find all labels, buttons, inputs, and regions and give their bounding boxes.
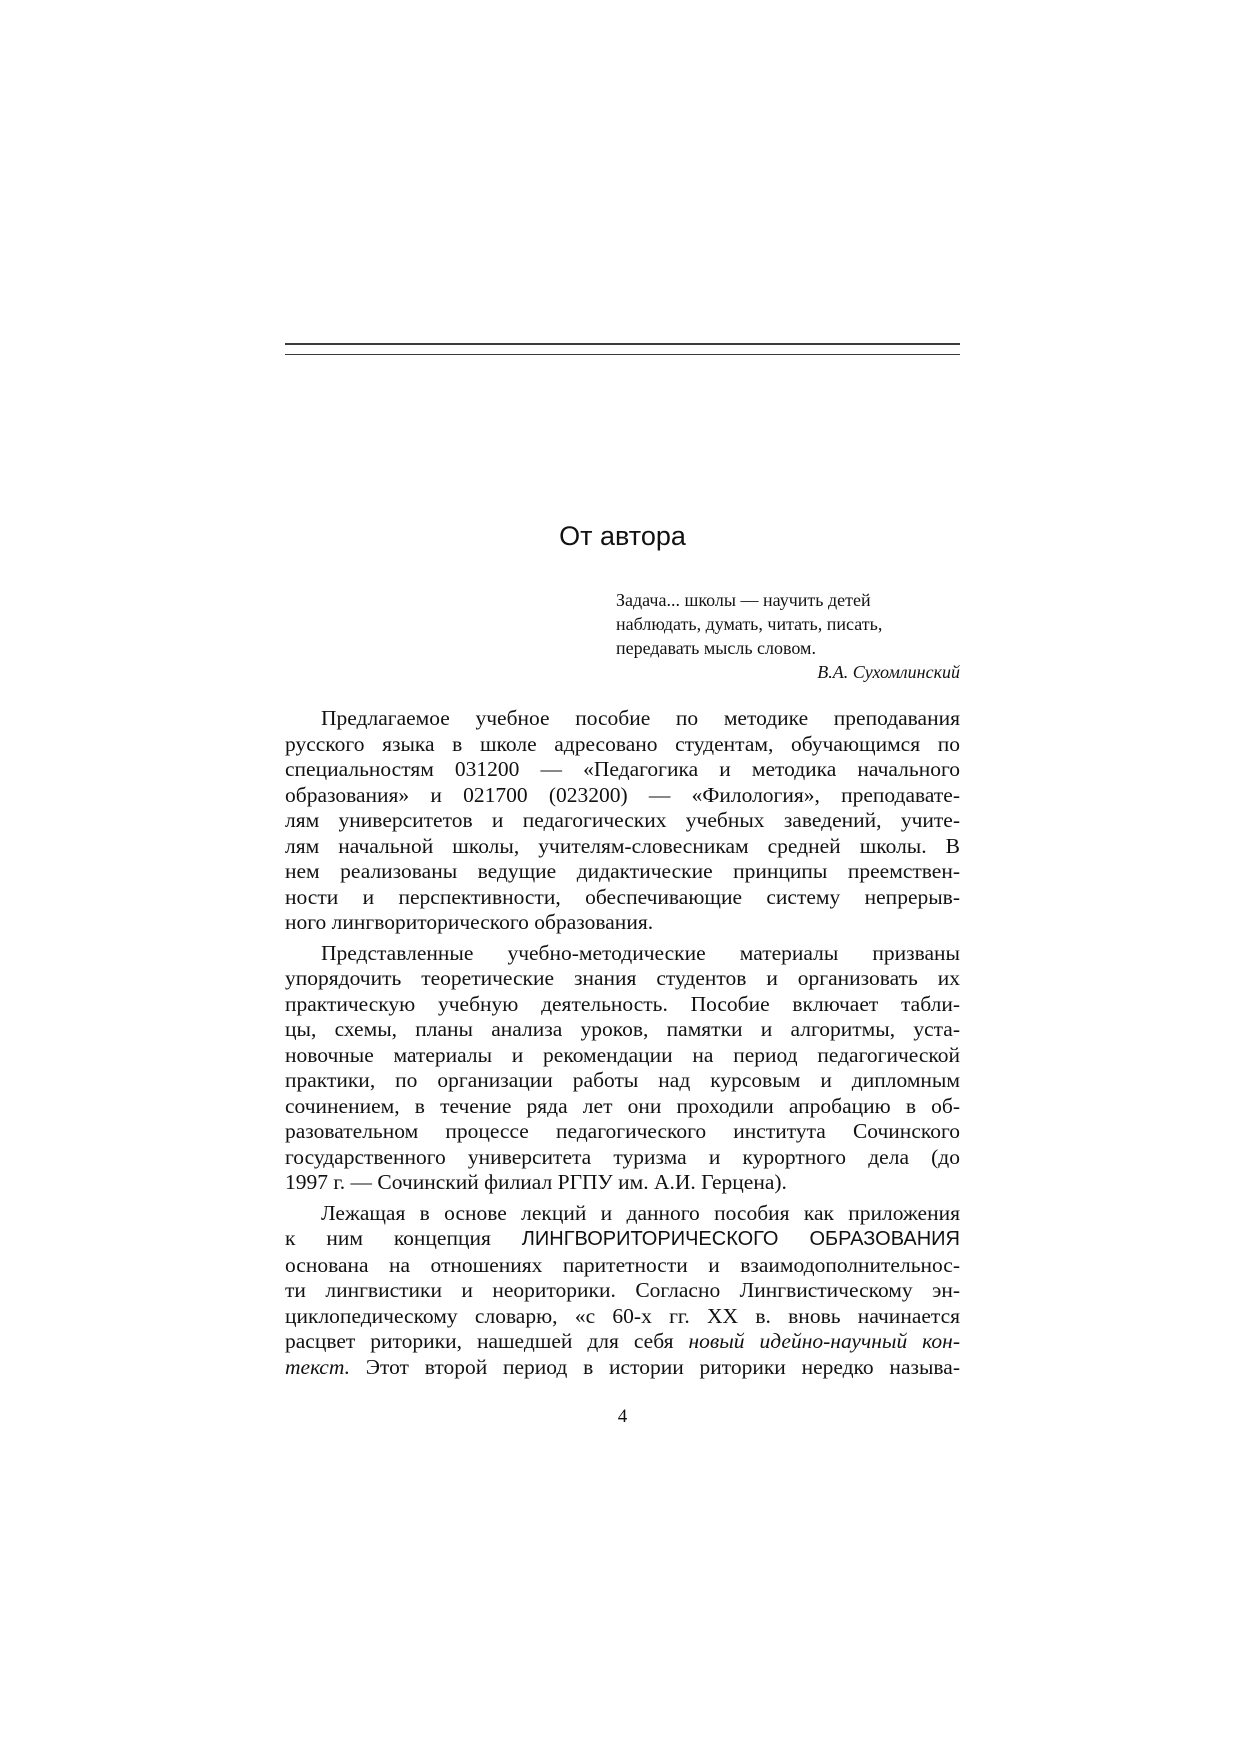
section-title: От автора bbox=[559, 521, 686, 551]
epigraph-line: передавать мысль словом. bbox=[616, 638, 816, 658]
italic-run: новый идейно-научный кон- bbox=[688, 1329, 960, 1353]
text-line: Предлагаемое учебное пособие по методике преподавания bbox=[321, 706, 960, 730]
text-line: цы, схемы, планы анализа уроков, памятки и алгоритмы, уста- bbox=[285, 1017, 960, 1041]
header-rule bbox=[285, 343, 960, 355]
text-run: Этот второй период в истории риторики нередко называ- bbox=[350, 1354, 960, 1379]
text-line bbox=[285, 1355, 960, 1381]
text-line: лям начальной школы, учителям-словесникам средней школы. В bbox=[285, 833, 960, 858]
italic-run: текст. bbox=[285, 1354, 351, 1379]
text-line: практики, по организации работы над курсовым и дипломным bbox=[285, 1068, 960, 1092]
paragraph-2 bbox=[285, 941, 960, 1196]
paragraph-1 bbox=[285, 706, 960, 936]
text-line: специальностям 031200 — «Педагогика и методика начального bbox=[285, 757, 960, 781]
text-line: разовательном процессе педагогического института Сочинского bbox=[285, 1119, 960, 1143]
header-rule-thin bbox=[285, 354, 960, 355]
text-run: расцвет риторики, нашедшей для себя bbox=[285, 1329, 689, 1353]
concept-name: ЛИНГВОРИТОРИЧЕСКОГО ОБРАЗОВАНИЯ bbox=[521, 1228, 960, 1250]
epigraph bbox=[616, 588, 960, 684]
text-line: ти лингвистики и неориторики. Согласно Лингвистическому эн- bbox=[285, 1278, 960, 1302]
text-line: русского языка в школе адресовано студентам, обучающимся по bbox=[285, 731, 960, 756]
epigraph-line: наблюдать, думать, читать, писать, bbox=[616, 614, 883, 634]
text-line: сочинением, в течение ряда лет они проходили апробацию в об- bbox=[285, 1093, 960, 1118]
epigraph-author: В.А. Сухомлинский bbox=[817, 662, 960, 682]
text-line: упорядочить теоретические знания студентов и организовать их bbox=[285, 966, 960, 990]
page-number: 4 bbox=[617, 1406, 628, 1427]
text-line: циклопедическому словарю, «с 60-х гг. XX в. вновь начинается bbox=[285, 1303, 960, 1328]
text-line: ности и перспективности, обеспечивающие систему непрерыв- bbox=[285, 884, 960, 909]
text-line: практическую учебную деятельность. Пособие включает табли- bbox=[285, 991, 960, 1016]
text-line: 1997 г. — Сочинский филиал РГПУ им. А.И. Герцена). bbox=[285, 1170, 787, 1194]
paragraph-3 bbox=[285, 1201, 960, 1381]
text-line: государственного университета туризма и курортного дела (до bbox=[285, 1144, 960, 1169]
header-rule-thick bbox=[285, 343, 960, 345]
text-line bbox=[285, 1329, 960, 1355]
text-line: образования» и 021700 (023200) — «Филология», преподавате- bbox=[285, 782, 960, 807]
text-line: новочные материалы и рекомендации на период педагогической bbox=[285, 1042, 960, 1067]
text-line: Лежащая в основе лекций и данного пособия как приложения bbox=[321, 1200, 960, 1225]
body-text bbox=[285, 706, 960, 1380]
epigraph-line: Задача... школы — научить детей bbox=[616, 590, 871, 610]
text-run: к ним концепция bbox=[285, 1226, 522, 1250]
text-line bbox=[285, 1226, 960, 1253]
text-line: основана на отношениях паритетности и взаимодополнительнос- bbox=[285, 1252, 960, 1277]
text-line: ного лингвориторического образования. bbox=[285, 910, 654, 934]
text-line: нем реализованы ведущие дидактические принципы преемствен- bbox=[285, 859, 960, 883]
text-line: Представленные учебно-методические материалы призваны bbox=[321, 940, 960, 965]
text-line: лям университетов и педагогических учебных заведений, учите- bbox=[285, 808, 960, 832]
